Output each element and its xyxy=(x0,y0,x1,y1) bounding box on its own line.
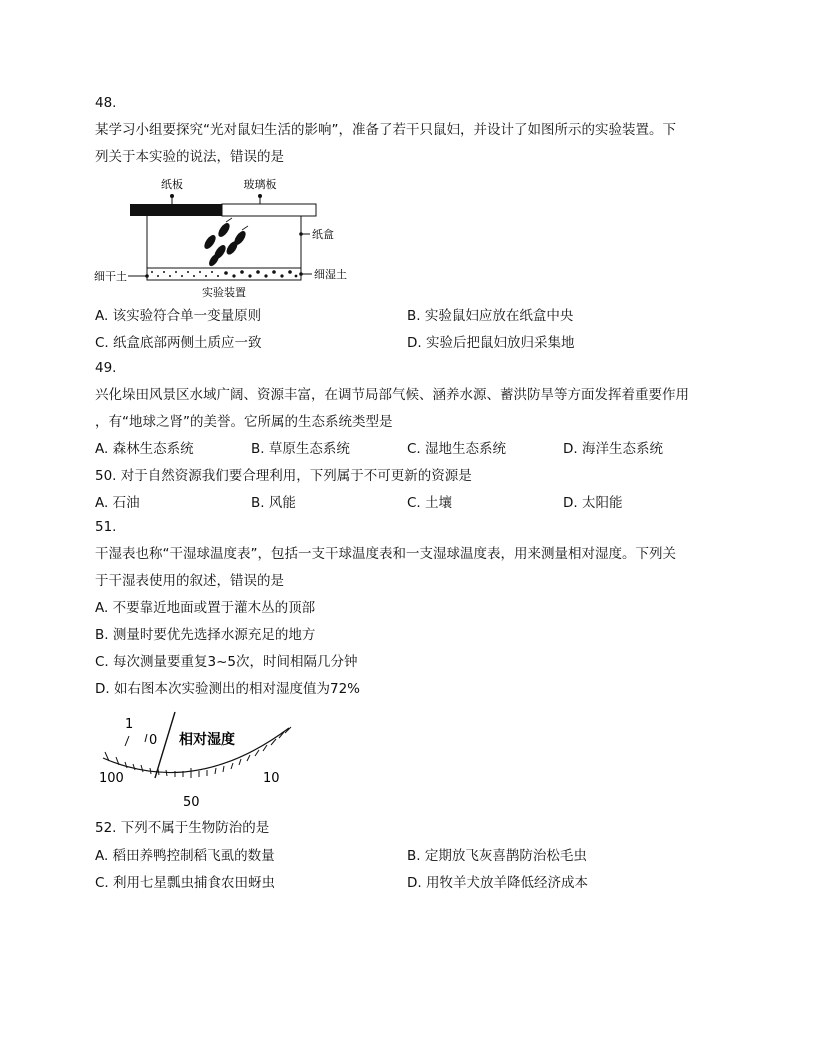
q51-option-a: A. 不要靠近地面或置于灌木丛的顶部 xyxy=(95,600,316,616)
q51-humidity-dial-figure xyxy=(95,706,305,812)
q51-stem-line2: 于干湿表使用的叙述，错误的是 xyxy=(95,573,284,589)
q50-stem: 50. 对于自然资源我们要合理利用，下列属于不可更新的资源是 xyxy=(95,468,472,484)
q48-option-c: C. 纸盒底部两侧土质应一致 xyxy=(95,335,262,351)
dial-label-10: 10 xyxy=(263,771,280,786)
q50-option-d: D. 太阳能 xyxy=(563,495,623,511)
q48-option-d: D. 实验后把鼠妇放归采集地 xyxy=(407,335,575,351)
q52-option-b: B. 定期放飞灰喜鹊防治松毛虫 xyxy=(407,848,587,864)
q48-stem-line2: 列关于本实验的说法，错误的是 xyxy=(95,149,284,165)
q51-stem-line1: 干湿表也称“干湿球温度表”，包括一支干球温度表和一支湿球温度表，用来测量相对湿度。下列关 xyxy=(95,546,676,562)
figure-caption: 实验装置 xyxy=(202,286,246,299)
q52-option-d: D. 用牧羊犬放羊降低经济成本 xyxy=(407,875,588,891)
label-box: 纸盒 xyxy=(312,228,334,241)
dial-label-100: 100 xyxy=(99,771,124,786)
q52-stem: 52. 下列不属于生物防治的是 xyxy=(95,820,270,836)
dial-pointer xyxy=(155,712,175,778)
dial-label-0: 0 xyxy=(149,733,158,748)
q51-option-b: B. 测量时要优先选择水源充足的地方 xyxy=(95,627,316,643)
q51-number: 51. xyxy=(95,519,117,535)
label-glass: 玻璃板 xyxy=(243,178,277,191)
q48-stem-line1: 某学习小组要探究“光对鼠妇生活的影响”，准备了若干只鼠妇，并设计了如图所示的实验装置。下 xyxy=(95,122,676,138)
q49-option-b: B. 草原生态系统 xyxy=(251,441,350,457)
q48-number: 48. xyxy=(95,95,117,111)
q51-option-d: D. 如右图本次实验测出的相对湿度值为72% xyxy=(95,681,360,697)
q52-option-c: C. 利用七星瓢虫捕食农田蚜虫 xyxy=(95,875,276,891)
q48-experiment-figure xyxy=(92,172,362,302)
q49-stem-line2: ，有“地球之肾”的美誉。它所属的生态系统类型是 xyxy=(95,414,393,430)
q52-option-a: A. 稻田养鸭控制稻飞虱的数量 xyxy=(95,848,275,864)
q49-stem-line1: 兴化垛田风景区水域广阔、资源丰富，在调节局部气候、涵养水源、蓄洪防旱等方面发挥着重要作用 xyxy=(95,387,689,403)
q48-option-a: A. 该实验符合单一变量原则 xyxy=(95,308,262,324)
woodlice-icon xyxy=(202,218,248,268)
q50-option-a: A. 石油 xyxy=(95,495,140,511)
q50-option-c: C. 土壤 xyxy=(407,495,453,511)
q49-option-c: C. 湿地生态系统 xyxy=(407,441,507,457)
label-paperboard: 纸板 xyxy=(161,178,183,191)
label-dry-soil: 细干土 xyxy=(94,270,127,283)
dial-title: 相对湿度 xyxy=(179,732,235,748)
dial-label-1: 1 xyxy=(125,717,134,732)
q49-option-a: A. 森林生态系统 xyxy=(95,441,194,457)
glass-plate xyxy=(222,204,316,216)
paperboard xyxy=(130,204,222,216)
dial-label-50: 50 xyxy=(183,795,200,810)
q48-option-b: B. 实验鼠妇应放在纸盒中央 xyxy=(407,308,574,324)
q51-option-c: C. 每次测量要重复3~5次，时间相隔几分钟 xyxy=(95,654,358,670)
label-wet-soil: 细湿土 xyxy=(314,268,347,281)
q50-option-b: B. 风能 xyxy=(251,495,296,511)
q49-option-d: D. 海洋生态系统 xyxy=(563,441,663,457)
q49-number: 49. xyxy=(95,360,117,376)
